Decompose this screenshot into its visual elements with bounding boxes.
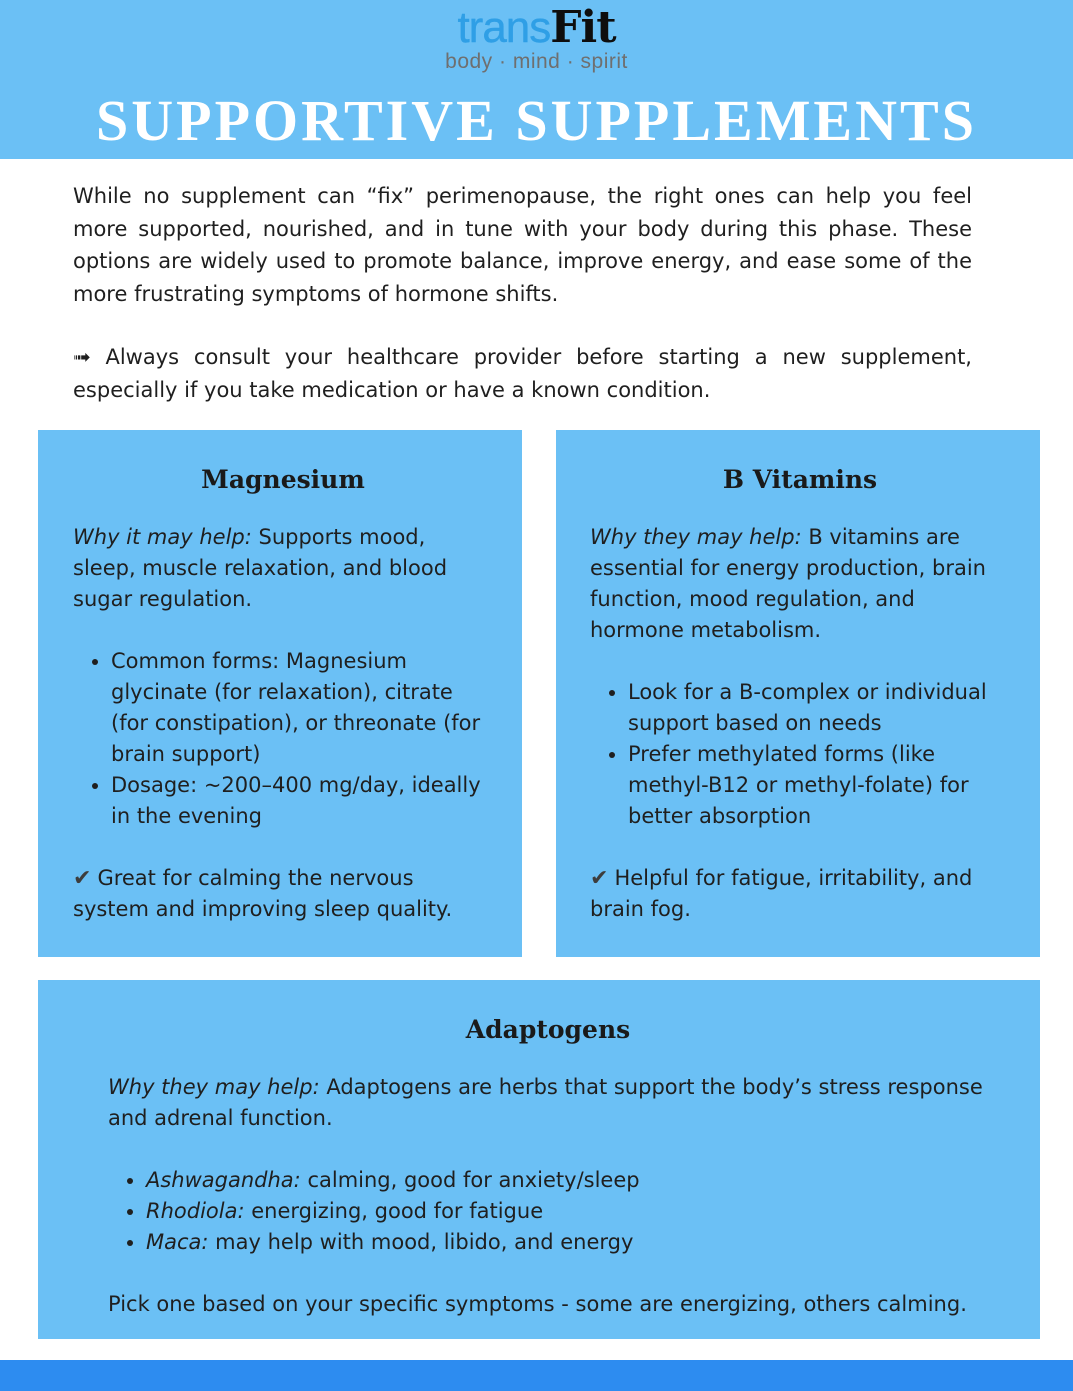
b-vitamins-card xyxy=(556,430,1040,957)
adaptogens-card xyxy=(38,980,1040,1339)
logo-word-trans: trans xyxy=(457,3,551,52)
herb-name: Ashwagandha: xyxy=(146,1168,301,1192)
herb-name: Rhodiola: xyxy=(146,1199,245,1223)
herb-desc: energizing, good for fatigue xyxy=(244,1199,544,1223)
list-item xyxy=(146,1227,988,1258)
why-paragraph xyxy=(108,1072,988,1134)
b-vitamins-list xyxy=(590,677,1010,832)
logo-word-fit: Fit xyxy=(550,2,616,53)
herb-desc: may help with mood, libido, and energy xyxy=(208,1230,634,1254)
why-text: B vitamins are essential for energy production, brain function, mood regulation, and hormone metabolism. xyxy=(590,525,986,642)
list-item: • Look for a B-complex or individual support based on needs xyxy=(628,677,1010,739)
intro-paragraph: While no supplement can “fix” perimenopause, the right ones can help you feel more supported, nourished, and in tune with your body during this phase. These options are widely used to promote balance, improve energy, and ease some of the more frustrating symptoms of hormone shifts. xyxy=(73,184,972,306)
list-item: • Dosage: ~200–400 mg/day, ideally in the evening xyxy=(111,770,493,832)
header-banner xyxy=(0,0,1073,159)
why-label: Why it may help: xyxy=(73,525,252,549)
closing-text: Pick one based on your specific symptoms - some are energizing, others calming. xyxy=(108,1292,967,1316)
list-item xyxy=(146,1196,988,1227)
why-text: Adaptogens are herbs that support the body’s stress response and adrenal function. xyxy=(108,1075,983,1130)
why-label: Why they may help: xyxy=(590,525,802,549)
herb-name: Maca: xyxy=(146,1230,209,1254)
closing-text: Great for calming the nervous system and improving sleep quality. xyxy=(73,866,453,921)
adaptogens-list xyxy=(108,1165,988,1258)
magnesium-card xyxy=(38,430,522,957)
logo-tagline: body · mind · spirit xyxy=(445,50,628,73)
consult-note-text: Always consult your healthcare provider before starting a new supplement, especially if you take medication or have a known condition. xyxy=(73,345,972,402)
why-label: Why they may help: xyxy=(108,1075,320,1099)
card-title: Magnesium xyxy=(201,465,365,494)
footer-bar xyxy=(0,1360,1073,1391)
card-title: B Vitamins xyxy=(722,465,878,494)
check-icon: ✔ xyxy=(73,866,92,891)
herb-desc: calming, good for anxiety/sleep xyxy=(300,1168,640,1192)
card-title: Adaptogens xyxy=(465,1015,631,1044)
page-title: SUPPORTIVE SUPPLEMENTS xyxy=(96,88,977,153)
consult-note xyxy=(73,341,972,406)
check-icon: ✔ xyxy=(590,866,609,891)
closing-paragraph xyxy=(73,863,493,925)
list-item xyxy=(146,1165,988,1196)
magnesium-list xyxy=(73,646,493,832)
closing-paragraph xyxy=(590,863,1010,925)
transfit-logo xyxy=(0,4,1073,74)
arrow-icon: ➟ xyxy=(73,345,91,369)
list-item: • Prefer methylated forms (like methyl-B12 or methyl-folate) for better absorption xyxy=(628,739,1010,832)
why-paragraph xyxy=(73,522,493,615)
why-text: Supports mood, sleep, muscle relaxation, and blood sugar regulation. xyxy=(73,525,448,611)
closing-text: Helpful for fatigue, irritability, and brain fog. xyxy=(590,866,973,921)
why-paragraph xyxy=(590,522,1010,646)
logo-wordmark xyxy=(0,4,1073,52)
list-item: • Common forms: Magnesium glycinate (for relaxation), citrate (for constipation), or threonate (for brain support) xyxy=(111,646,493,770)
